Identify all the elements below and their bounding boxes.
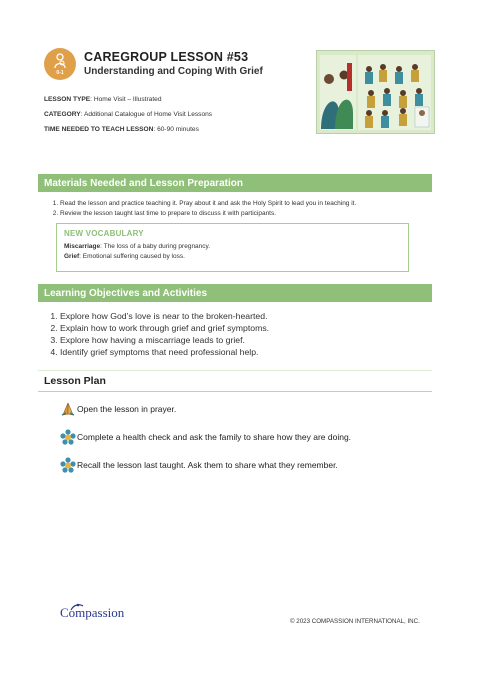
vocabulary-box [56, 223, 409, 272]
praying-hands-icon [60, 401, 76, 417]
vocabulary-heading: NEW VOCABULARY [64, 229, 144, 238]
compassion-logo: Compassion [60, 605, 125, 620]
list-item: 4. Identify grief symptoms that need professional help. [60, 346, 444, 358]
list-item: 1. Read the lesson and practice teaching it. Pray about it and ask the Holy Spirit to lead you in teaching it. [60, 199, 444, 209]
flower-icon [60, 457, 76, 473]
vocabulary-entry: Grief: Emotional suffering caused by loss. [64, 253, 185, 260]
mother-baby-icon [53, 53, 67, 69]
copyright: © 2023 COMPASSION INTERNATIONAL, INC. [290, 618, 420, 625]
age-range: 0-1 [56, 69, 64, 76]
plan-step [60, 401, 176, 417]
objectives-list [44, 310, 444, 358]
list-item: 2. Explain how to work through grief and grief symptoms. [60, 322, 444, 334]
lesson-illustration [316, 50, 435, 134]
lesson-subtitle: Understanding and Coping With Grief [84, 66, 263, 77]
plan-step-text: Open the lesson in prayer. [77, 404, 177, 414]
plan-step-text: Complete a health check and ask the family to share how they are doing. [77, 432, 352, 442]
vocabulary-entry: Miscarriage: The loss of a baby during pregnancy. [64, 243, 211, 250]
plan-step-text: Recall the lesson last taught. Ask them to share what they remember. [77, 460, 338, 470]
lesson-plan-heading: Lesson Plan [44, 375, 106, 387]
lesson-time: TIME NEEDED TO TEACH LESSON: 60-90 minutes [44, 126, 199, 133]
lesson-category: CATEGORY: Additional Catalogue of Home Visit Lessons [44, 111, 213, 118]
objectives-heading: Learning Objectives and Activities [38, 284, 432, 302]
materials-heading: Materials Needed and Lesson Preparation [38, 174, 432, 192]
materials-list [44, 199, 444, 219]
plan-step [60, 457, 338, 473]
divider [38, 370, 432, 371]
age-badge [44, 48, 76, 80]
divider [38, 391, 432, 392]
lesson-type: LESSON TYPE: Home Visit – Illustrated [44, 96, 162, 103]
flower-icon [60, 429, 76, 445]
list-item: 1. Explore how God’s love is near to the broken-hearted. [60, 310, 444, 322]
list-item: 3. Explore how having a miscarriage leads to grief. [60, 334, 444, 346]
lesson-title: CAREGROUP LESSON #53 [84, 50, 249, 64]
plan-step [60, 429, 351, 445]
list-item: 2. Review the lesson taught last time to prepare to discuss it with participants. [60, 209, 444, 219]
